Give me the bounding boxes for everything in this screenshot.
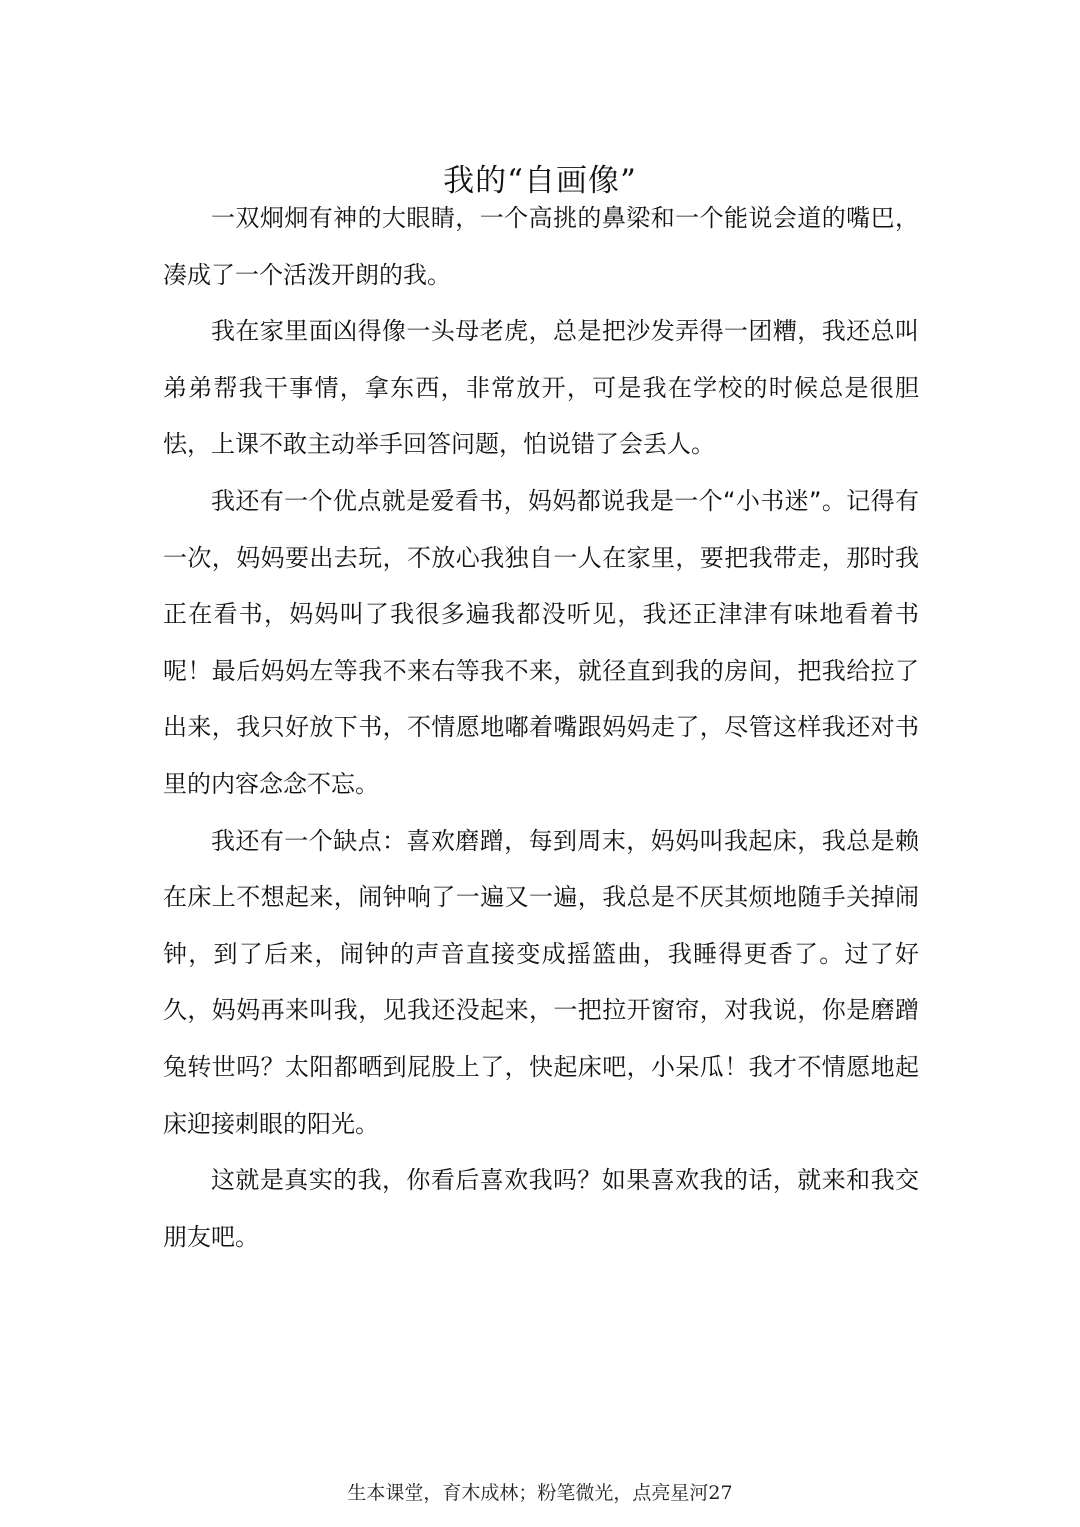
essay-body — [163, 190, 919, 1265]
paragraph-4: 我还有一个缺点：喜欢磨蹭，每到周末，妈妈叫我起床，我总是赖在床上不想起来，闹钟响了一遍又一遍，我总是不厌其烦地随手关掉闹钟，到了后来，闹钟的声音直接变成摇篮曲，我睡得更香了。过了好久，妈妈再来叫我，见我还没起来，一把拉开窗帘，对我说，你是磨蹭兔转世吗？太阳都晒到屁股上了，快起床吧，小呆瓜！我才不情愿地起床迎接刺眼的阳光。 — [163, 826, 919, 1138]
essay-title: 我的“自画像” — [443, 162, 637, 199]
paragraph-3: 我还有一个优点就是爱看书，妈妈都说我是一个“小书迷”。记得有一次，妈妈要出去玩，不放心我独自一人在家里，要把我带走，那时我正在看书，妈妈叫了我很多遍我都没听见，我还正津津有味地看着书呢！最后妈妈左等我不来右等我不来，就径直到我的房间，把我给拉了出来，我只好放下书，不情愿地嘟着嘴跟妈妈走了，尽管这样我还对书里的内容念念不忘。 — [163, 486, 919, 798]
paragraph-5: 这就是真实的我，你看后喜欢我吗？如果喜欢我的话，就来和我交朋友吧。 — [163, 1166, 919, 1251]
paragraph-2: 我在家里面凶得像一头母老虎，总是把沙发弄得一团糟，我还总叫弟弟帮我干事情，拿东西，非常放开，可是我在学校的时候总是很胆怯，上课不敢主动举手回答问题，怕说错了会丢人。 — [163, 317, 919, 459]
page-footer: 生本课堂，育木成林；粉笔微光，点亮星河27 — [347, 1482, 733, 1504]
paragraph-1: 一双炯炯有神的大眼睛，一个高挑的鼻梁和一个能说会道的嘴巴，凑成了一个活泼开朗的我。 — [163, 204, 919, 289]
